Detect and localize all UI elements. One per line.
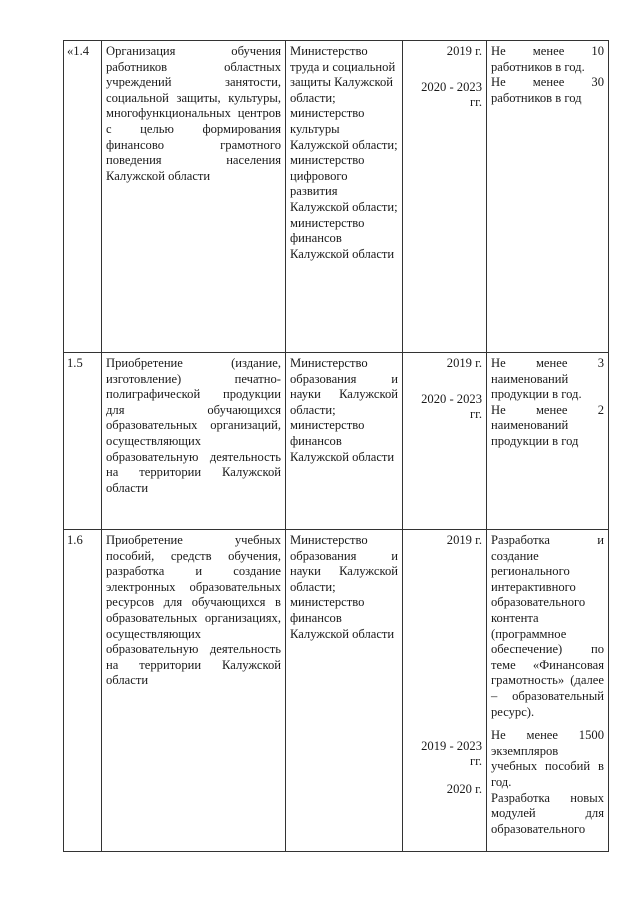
result-value: Не менее 10 работников в год. — [491, 44, 604, 74]
table-row — [64, 41, 609, 353]
row-number: 1.6 — [64, 530, 102, 852]
results-cell — [487, 41, 609, 353]
dates-cell — [403, 41, 487, 353]
row-number: «1.4 — [64, 41, 102, 353]
result-value: Разработка и создание регионального интерактивного образовательного контента (программное обеспечение) по теме «Финансовая грамотность» (далее – образовательный ресурс). — [491, 533, 604, 719]
result-value: Разработка новых модулей для образовательного — [491, 790, 604, 836]
date-value: 2019 - 2023 гг. — [421, 738, 482, 769]
executors: Министерство образования и науки Калужской области; министерство финансов Калужской области — [286, 530, 403, 852]
date-value: 2020 - 2023 гг. — [421, 391, 482, 422]
table-row — [64, 353, 609, 530]
result-value: Не менее 3 наименований продукции в год. — [491, 356, 604, 402]
row-number: 1.5 — [64, 353, 102, 530]
measures-table — [63, 40, 609, 852]
date-value: 2019 г. — [446, 356, 482, 370]
measure-title: Приобретение учебных пособий, средств обучения, разработка и создание электронных образовательных ресурсов для обучающихся в образовательных организациях, осуществляющих образовательную деятельность на территории Калужской области — [102, 530, 286, 852]
results-cell — [487, 530, 609, 852]
measure-title: Приобретение (издание, изготовление) печатно-полиграфической продукции для обучающихся образовательных организаций, осуществляющих образовательную деятельность на территории Калужской области — [102, 353, 286, 530]
date-value: 2019 г. — [446, 44, 482, 58]
dates-cell — [403, 353, 487, 530]
result-value: Не менее 30 работников в год — [491, 75, 604, 105]
result-value: Не менее 2 наименований продукции в год — [491, 402, 604, 448]
date-value: 2020 - 2023 гг. — [421, 79, 482, 110]
executors: Министерство образования и науки Калужской области; министерство финансов Калужской области — [286, 353, 403, 530]
measure-title: Организация обучения работников областных учреждений занятости, социальной защиты, культуры, многофункциональных центров с целью формирования финансово грамотного поведения населения Калужской области — [102, 41, 286, 353]
dates-cell — [403, 530, 487, 852]
date-value: 2020 г. — [446, 781, 482, 796]
executors: Министерство труда и социальной защиты Калужской области; министерство культуры Калужской области; министерство цифрового развития Калужской области; министерство финансов Калужской области — [286, 41, 403, 353]
result-value: Не менее 1500 экземпляров учебных пособий в год. — [491, 728, 604, 789]
results-cell — [487, 353, 609, 530]
date-value: 2019 г. — [446, 533, 482, 547]
table-row — [64, 530, 609, 852]
